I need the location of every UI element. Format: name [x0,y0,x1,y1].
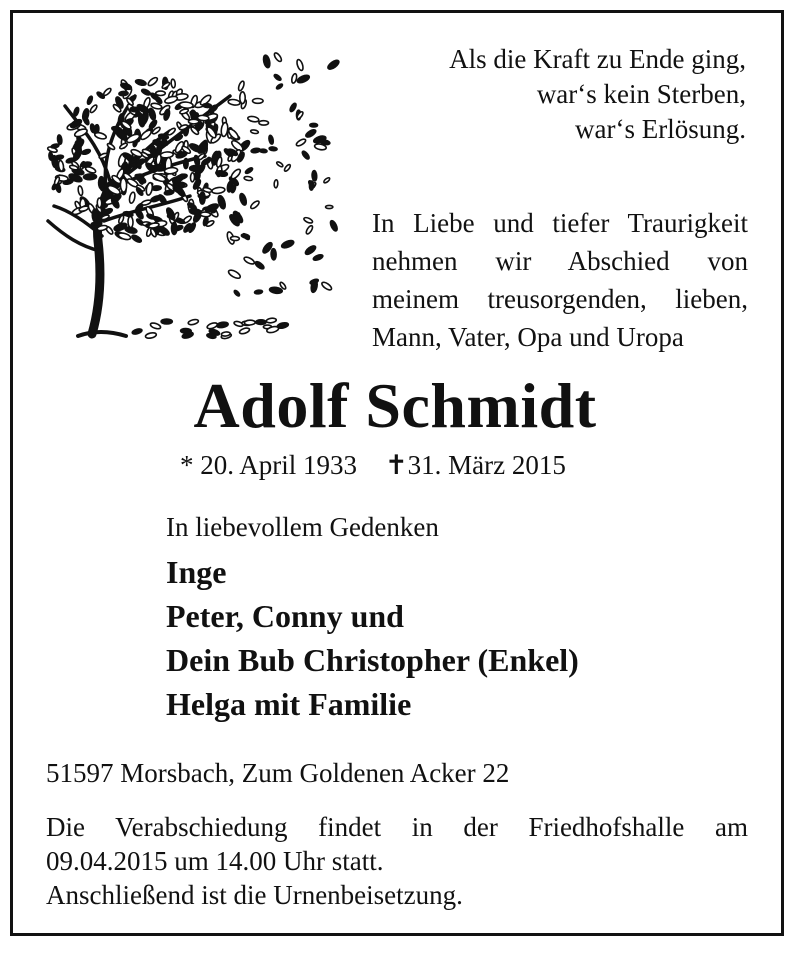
deceased-name: Adolf Schmidt [193,370,597,441]
mourner-entry: Peter, Conny und [166,598,404,634]
intro-line: nehmen wir Abschied von [372,246,748,276]
intro-line: In Liebe und tiefer Traurigkeit [372,208,748,238]
poem-line: war‘s Erlösung. [575,114,746,144]
poem [449,42,746,147]
intro-line: meinem treusorgenden, lieben, [372,284,748,314]
poem-line: war‘s kein Sterben, [536,79,746,109]
life-dates [180,448,566,482]
mourner-entry: Dein Bub Christopher (Enkel) [166,642,579,678]
funeral-notice [46,810,748,912]
notice-line: Die Verabschiedung findet in der Friedhofshalle am [46,812,748,842]
notice-line: 09.04.2015 um 14.00 Uhr statt. [46,846,384,876]
notice-line: Anschließend ist die Urnenbeisetzung. [46,880,463,910]
death-date: ✝31. März 2015 [385,450,566,480]
intro-text [372,204,748,356]
poem-line: Als die Kraft zu Ende ging, [449,44,746,74]
birth-date: * 20. April 1933 [180,450,358,480]
mourner-entry: Inge [166,554,227,590]
intro-line: Mann, Vater, Opa und Uropa [372,322,684,352]
address: 51597 Morsbach, Zum Goldenen Acker 22 [46,758,510,788]
tree-with-falling-leaves-icon [40,36,340,346]
mourners-list [166,550,579,726]
memory-heading: In liebevollem Gedenken [166,512,439,542]
mourner-entry: Helga mit Familie [166,686,412,722]
